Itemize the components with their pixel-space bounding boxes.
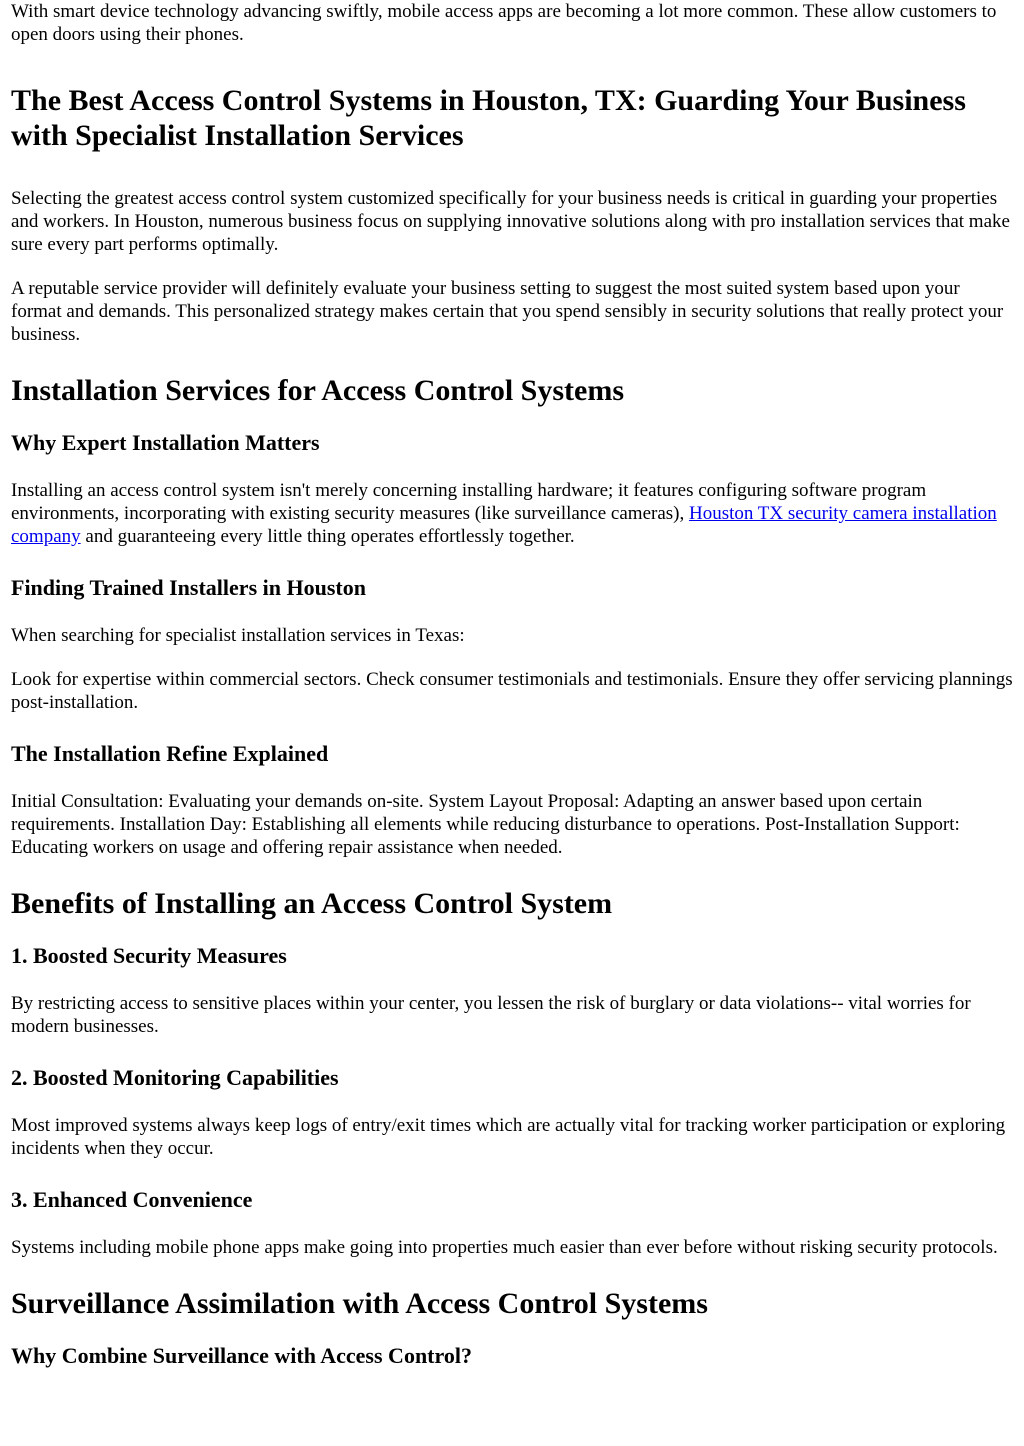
benefit-2-heading: 2. Boosted Monitoring Capabilities [11,1065,339,1090]
benefit-1-heading: 1. Boosted Security Measures [11,943,287,968]
why-combine-heading: Why Combine Surveillance with Access Control? [11,1343,472,1368]
why-expert-installation-paragraph [11,479,1014,548]
benefit-2-paragraph: Most improved systems always keep logs of entry/exit times which are actually vital for tracking worker participation or exploring incidents when they occur. [11,1115,1006,1159]
best-systems-paragraph-1: Selecting the greatest access control system customized specifically for your business needs is critical in guarding your properties and workers. In Houston, numerous business focus on supplying innovative solutions along with pro installation services that make sure every part performs optimally. [11,188,1010,255]
best-systems-heading: The Best Access Control Systems in Houston, TX: Guarding Your Business with Specialist Installation Services [11,84,966,152]
finding-installers-paragraph-1: When searching for specialist installation services in Texas: [11,625,465,646]
surveillance-heading: Surveillance Assimilation with Access Control Systems [11,1287,708,1320]
why-expert-text-after: and guaranteeing every little thing operates effortlessly together. [80,526,575,547]
intro-paragraph: With smart device technology advancing swiftly, mobile access apps are becoming a lot more common. These allow customers to open doors using their phones. [11,1,997,45]
houston-camera-installation-link[interactable]: Houston TX security camera installation company [11,503,997,547]
benefit-1-paragraph: By restricting access to sensitive places within your center, you lessen the risk of burglary or data violations-- vital worries for modern businesses. [11,993,971,1037]
why-expert-installation-heading: Why Expert Installation Matters [11,430,320,455]
installation-services-heading: Installation Services for Access Control Systems [11,374,625,407]
benefit-3-heading: 3. Enhanced Convenience [11,1187,253,1212]
benefits-heading: Benefits of Installing an Access Control System [11,887,613,920]
why-expert-text-before: Installing an access control system isn't merely concerning installing hardware; it features configuring software program environments, incorporating with existing security measures (like surveillance cameras), [11,480,927,524]
installation-process-paragraph: Initial Consultation: Evaluating your demands on-site. System Layout Proposal: Adapting an answer based upon certain requirements. Installation Day: Establishing all elements while reducing disturbance to operations. Post-Installation Support: Educating workers on usage and offering repair assistance when needed. [11,791,960,858]
finding-installers-heading: Finding Trained Installers in Houston [11,575,366,600]
installation-process-heading: The Installation Refine Explained [11,741,329,766]
best-systems-paragraph-2: A reputable service provider will definitely evaluate your business setting to suggest the most suited system based upon your format and demands. This personalized strategy makes certain that you spend sensibly in security solutions that really protect your business. [11,278,1004,345]
finding-installers-paragraph-2: Look for expertise within commercial sectors. Check consumer testimonials and testimonials. Ensure they offer servicing plannings post-installation. [11,669,1013,713]
benefit-3-paragraph: Systems including mobile phone apps make going into properties much easier than ever before without risking security protocols. [11,1237,998,1258]
